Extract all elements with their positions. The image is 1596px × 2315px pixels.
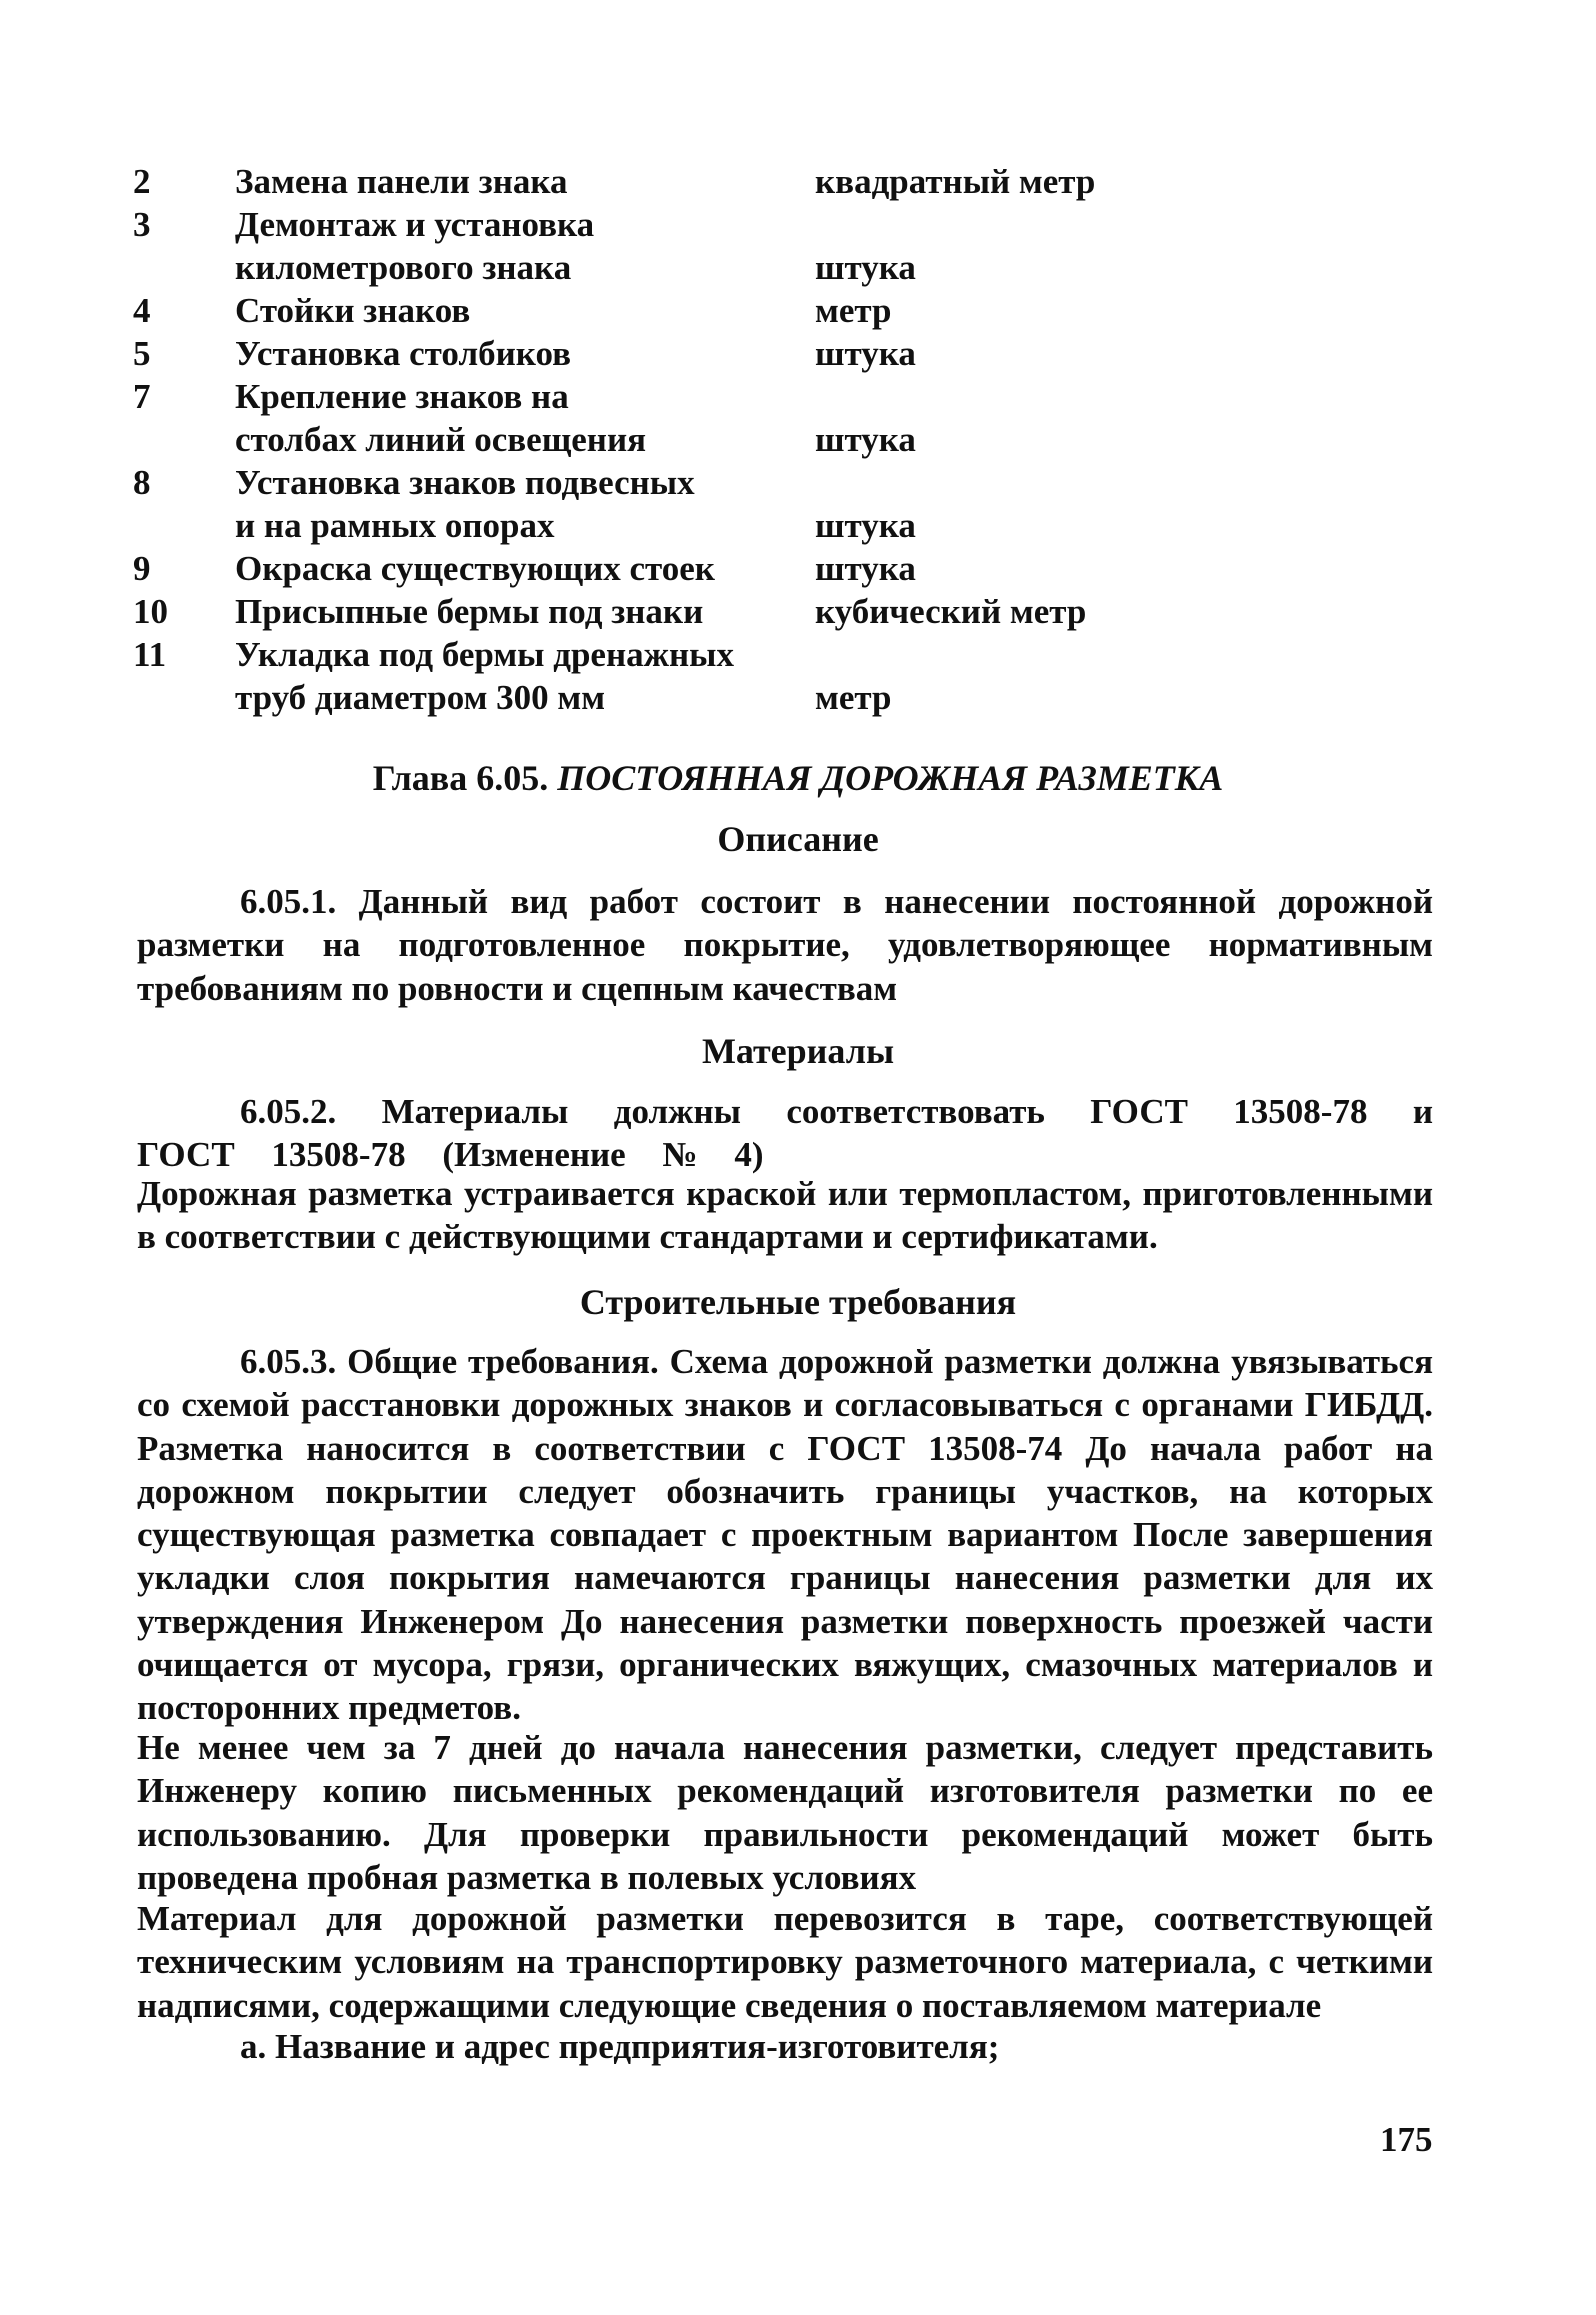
list-item: [133, 160, 1433, 203]
paragraph-lead: Общие требования.: [347, 1342, 659, 1381]
paragraph-6-05-3: [137, 1340, 1433, 1730]
item-name: километрового знака: [235, 248, 572, 287]
page-number: 175: [1380, 2120, 1433, 2159]
item-number: 2: [133, 162, 151, 201]
item-name: Демонтаж и установка: [235, 205, 595, 244]
section-heading-materials: Материалы: [701, 1031, 895, 1071]
item-unit: штука: [815, 334, 916, 373]
list-item: [133, 418, 1433, 461]
list-item: [133, 289, 1433, 332]
work-items-list: [133, 160, 1433, 719]
item-unit: штука: [815, 549, 916, 588]
paragraph-6-05-2: [137, 1090, 1433, 1177]
item-unit: кубический метр: [815, 592, 1087, 631]
paragraph-transport: Материал для дорожной разметки перевозится в таре, соответствующей техническим условиям на транспортировку разметочного материала, с четкими надписями, содержащими следующие сведения о поставляемом материале: [137, 1899, 1433, 2025]
item-unit: квадратный метр: [815, 162, 1096, 201]
paragraph-number: 6.05.1.: [240, 882, 337, 921]
list-item: [133, 461, 1433, 504]
list-item: [133, 547, 1433, 590]
item-unit: штука: [815, 506, 916, 545]
section-heading-requirements: Строительные требования: [579, 1282, 1017, 1322]
item-unit: штука: [815, 248, 916, 287]
list-item-a: а. Название и адрес предприятия-изготовителя;: [240, 2027, 1000, 2066]
chapter-prefix: Глава 6.05.: [372, 758, 549, 798]
paragraph-7-days: Не менее чем за 7 дней до начала нанесения разметки, следует представить Инженеру копию письменных рекомендаций изготовителя разметки по ее использованию. Для проверки правильности рекомендаций может быть проведена пробная разметка в полевых условиях: [137, 1728, 1433, 1897]
item-number: 11: [133, 635, 167, 674]
item-name: Присыпные бермы под знаки: [235, 592, 704, 631]
item-name: и на рамных опорах: [235, 506, 555, 545]
item-name: Укладка под бермы дренажных: [235, 635, 734, 674]
paragraph-text: Данный вид работ состоит в нанесении постоянной дорожной разметки на подготовленное покрытие, удовлетворяющее нормативным требованиям по ровности и сцепным качествам: [137, 882, 1434, 1008]
item-number: 3: [133, 205, 151, 244]
item-number: 5: [133, 334, 151, 373]
item-name: труб диаметром 300 мм: [235, 678, 606, 717]
paragraph-number: 6.05.3.: [240, 1342, 337, 1381]
paragraph-materials-note: Дорожная разметка устраивается краской или термопластом, приготовленными в соответствии с действующими стандартами и сертификатами.: [137, 1174, 1433, 1257]
item-unit: штука: [815, 420, 916, 459]
list-item: [133, 332, 1433, 375]
item-number: [133, 246, 235, 289]
item-name: Стойки знаков: [235, 291, 471, 330]
item-name: Установка столбиков: [235, 334, 571, 373]
item-name: столбах линий освещения: [235, 420, 647, 459]
item-name: Замена панели знака: [235, 162, 568, 201]
list-item: [133, 504, 1433, 547]
item-name: Крепление знаков на: [235, 377, 569, 416]
item-number: 7: [133, 377, 151, 416]
item-name: Установка знаков подвесных: [235, 463, 695, 502]
item-number: 10: [133, 592, 168, 631]
list-item: [133, 590, 1433, 633]
chapter-title: ПОСТОЯННАЯ ДОРОЖНАЯ РАЗМЕТКА: [557, 758, 1224, 798]
section-heading-description: Описание: [717, 819, 879, 859]
item-unit: метр: [815, 291, 892, 330]
item-unit: метр: [815, 678, 892, 717]
list-item: [133, 633, 1433, 676]
paragraph-6-05-1: [137, 880, 1433, 1010]
list-item: [133, 676, 1433, 719]
item-number: 8: [133, 463, 151, 502]
item-number: [133, 504, 235, 547]
list-item: [133, 203, 1433, 246]
paragraph-number: 6.05.2.: [240, 1092, 337, 1131]
item-number: 4: [133, 291, 151, 330]
list-item: [133, 246, 1433, 289]
item-number: 9: [133, 549, 151, 588]
item-number: [133, 418, 235, 461]
paragraph-text: Схема дорожной разметки должна увязываться со схемой расстановки дорожных знаков и согласовываться с органами ГИБДД. Разметка наносится в соответствии с ГОСТ 13508-74 До начала работ на дорожном покрытии следует обозначить границы участков, на которых существующая разметка совпадает с проектным вариантом После завершения укладки слоя покрытия намечаются границы нанесения разметки для их утверждения Инженером До нанесения разметки поверхность проезжей части очищается от мусора, грязи, органических вяжущих, смазочных материалов и посторонних предметов.: [137, 1342, 1434, 1728]
list-item: [133, 375, 1433, 418]
item-name: Окраска существующих стоек: [235, 549, 715, 588]
chapter-heading: [0, 757, 1596, 799]
paragraph-text: Материалы должны соответствовать ГОСТ 13508-78 и ГОСТ 13508-78 (Изменение № 4): [137, 1092, 1433, 1175]
item-number: [133, 676, 235, 719]
